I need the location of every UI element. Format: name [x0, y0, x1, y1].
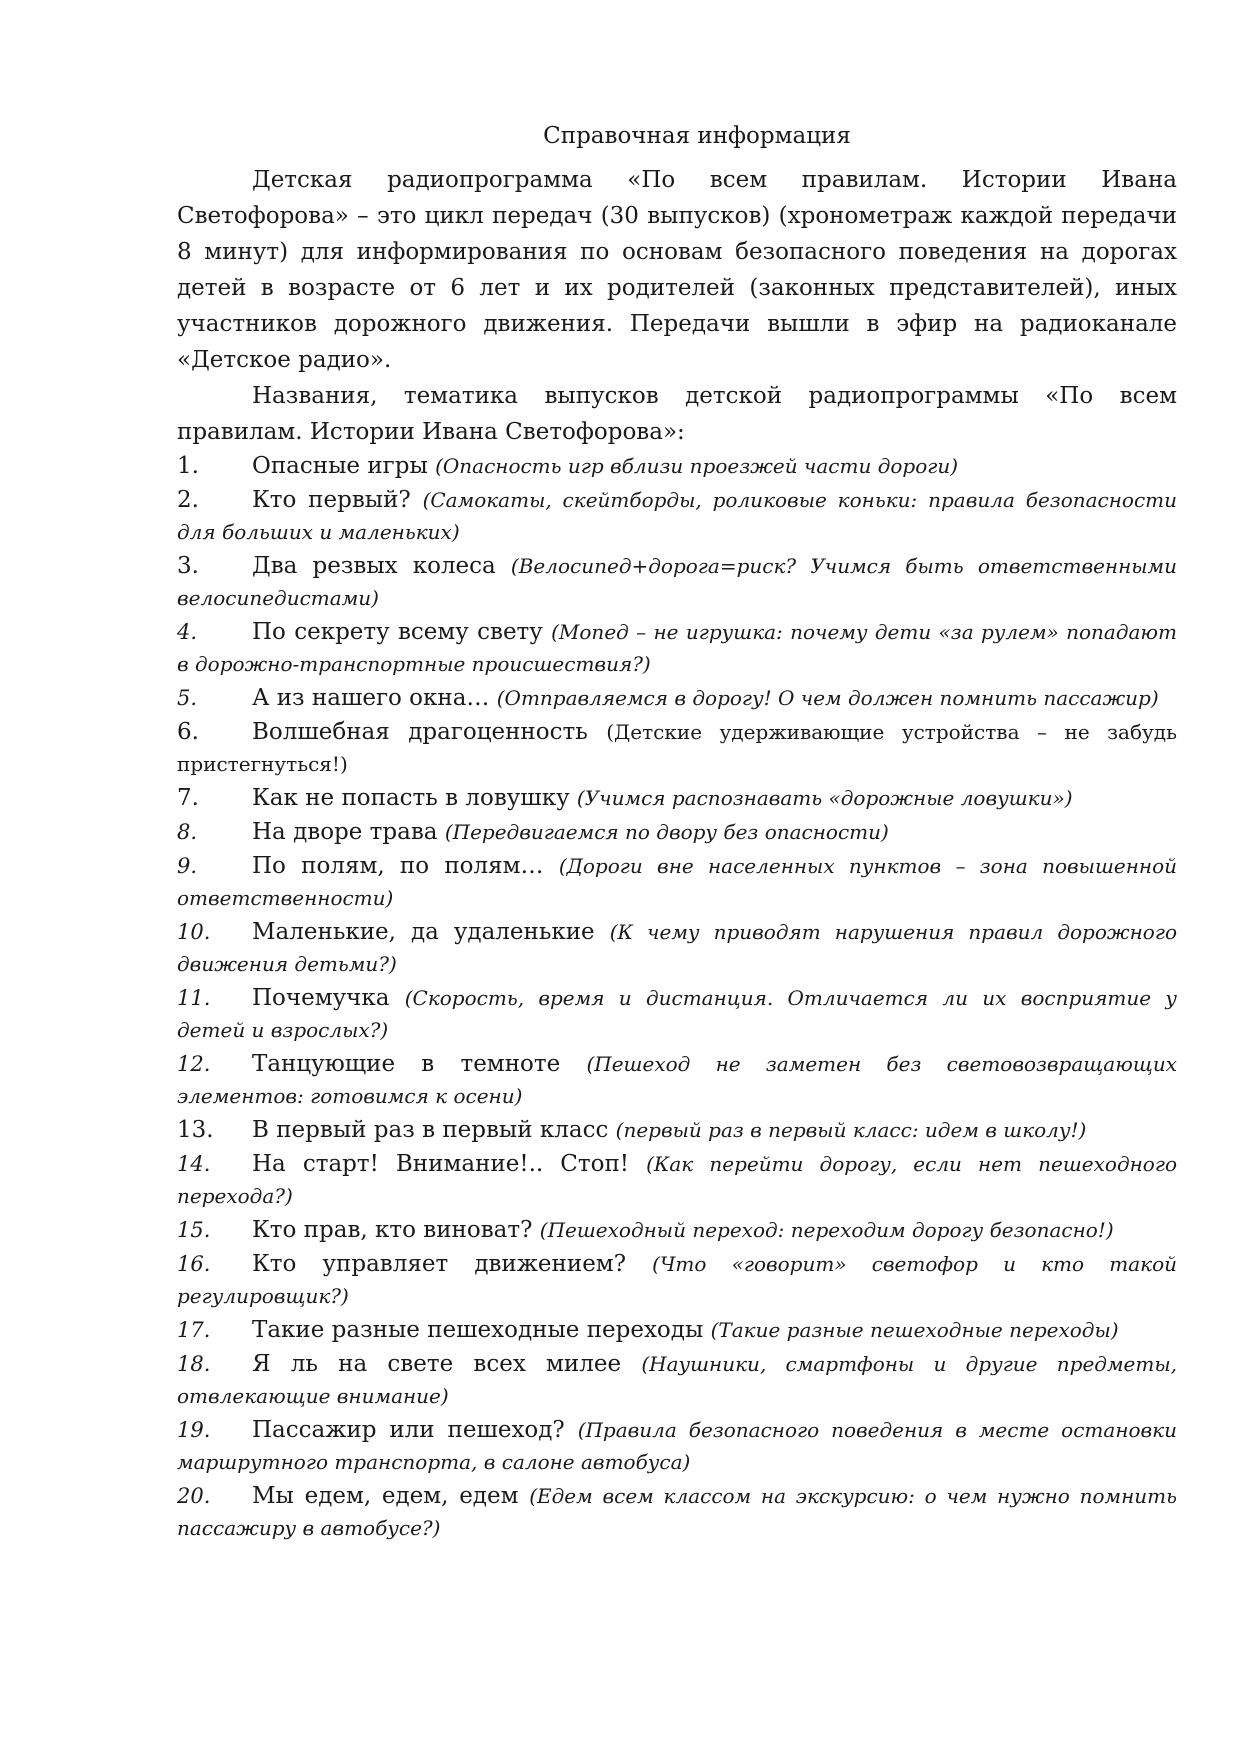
list-intro: Названия, тематика выпусков детской радиопрограммы «По всем правилам. Истории Ивана Светофорова»:: [177, 383, 1177, 445]
item-title: Кто прав, кто виноват?: [252, 1217, 533, 1243]
item-description: (Наушники, смартфоны и другие предметы, отвлекающие внимание): [177, 1352, 1178, 1408]
item-description: (Учимся распознавать «дорожные ловушки»): [576, 786, 1073, 810]
item-description: (Пешеходный переход: переходим дорогу безопасно!): [539, 1218, 1114, 1242]
item-description: (Правила безопасного поведения в месте остановки маршрутного транспорта, в салоне автобуса): [177, 1418, 1177, 1474]
list-item: [177, 716, 1177, 780]
item-title: Почемучка: [252, 985, 390, 1011]
item-title: По полям, по полям…: [252, 853, 544, 879]
list-item: [177, 782, 1177, 814]
item-description: (Самокаты, скейтборды, роликовые коньки: правила безопасности для больших и маленьких): [177, 488, 1178, 544]
item-number: 12.: [177, 1052, 211, 1076]
item-number: 2.: [177, 487, 199, 513]
item-number: 3.: [177, 553, 199, 579]
item-title: Волшебная драгоценность: [252, 719, 588, 745]
list-item: [177, 982, 1177, 1046]
list-item: [177, 916, 1177, 980]
list-item: [177, 1414, 1177, 1478]
item-number: 10.: [177, 920, 211, 944]
item-description: (Передвигаемся по двору без опасности): [444, 820, 889, 844]
item-title: Кто первый?: [252, 487, 411, 513]
list-item: [177, 1480, 1177, 1544]
item-title: Мы едем, едем, едем: [252, 1483, 519, 1509]
item-title: А из нашего окна…: [252, 685, 490, 711]
list-item: [177, 1248, 1177, 1312]
item-title: На старт! Внимание!.. Стоп!: [252, 1151, 630, 1177]
list-item: [177, 850, 1177, 914]
item-title: Танцующие в темноте: [252, 1051, 561, 1077]
list-item: [177, 1114, 1177, 1146]
intro-paragraph: Детская радиопрограмма «По всем правилам. Истории Ивана Светофорова» – это цикл передач (30 выпусков) (хронометраж каждой передачи 8 минут) для информирования по основам безопасного поведения на дорогах детей в возрасте от 6 лет и их родителей (законных представителей), иных участников дорожного движения. Передачи вышли в эфир на радиоканале «Детское радио».: [177, 167, 1177, 373]
item-title: Два резвых колеса: [252, 553, 496, 579]
item-title: Опасные игры: [252, 453, 428, 479]
item-description: (Пешеход не заметен без световозвращающих элементов: готовимся к осени): [177, 1052, 1178, 1108]
list-item: [177, 450, 1177, 482]
item-description: (К чему приводят нарушения правил дорожного движения детьми?): [177, 920, 1177, 976]
list-item: [177, 1048, 1177, 1112]
list-item: [177, 484, 1177, 548]
item-number: 7.: [177, 785, 199, 811]
item-number: 9.: [177, 854, 198, 878]
item-description: (Дороги вне населенных пунктов – зона повышенной ответственности): [177, 854, 1178, 910]
item-number: 8.: [177, 820, 198, 844]
item-number: 1.: [177, 453, 199, 479]
item-description: (Такие разные пешеходные переходы): [710, 1318, 1119, 1342]
item-description: (Что «говорит» светофор и кто такой регулировщик?): [177, 1252, 1177, 1308]
item-number: 4.: [177, 620, 198, 644]
item-number: 16.: [177, 1252, 211, 1276]
item-number: 5.: [177, 686, 198, 710]
item-title: Маленькие, да удаленькие: [252, 919, 595, 945]
item-description: (Велосипед+дорога=риск? Учимся быть ответственными велосипедистами): [177, 554, 1178, 610]
item-description: (Опасность игр вблизи проезжей части дороги): [435, 454, 959, 478]
item-title: Такие разные пешеходные переходы: [252, 1317, 704, 1343]
episode-list: [177, 450, 1177, 1544]
item-number: 18.: [177, 1352, 211, 1376]
item-number: 17.: [177, 1318, 211, 1342]
list-item: [177, 1348, 1177, 1412]
item-number: 20.: [177, 1484, 211, 1508]
page-title: Справочная информация: [543, 123, 851, 149]
item-number: 14.: [177, 1152, 211, 1176]
list-item: [177, 616, 1177, 680]
item-number: 6.: [177, 719, 199, 745]
item-number: 13.: [177, 1117, 214, 1143]
item-title: На дворе трава: [252, 819, 438, 845]
list-item: [177, 682, 1177, 714]
item-description: (Скорость, время и дистанция. Отличается ли их восприятие у детей и взрослых?): [177, 986, 1178, 1042]
list-item: [177, 550, 1177, 614]
item-description: (Детские удерживающие устройства – не забудь пристегнуться!): [177, 720, 1177, 776]
item-description: (Едем всем классом на экскурсию: о чем нужно помнить пассажиру в автобусе?): [177, 1484, 1178, 1540]
document-page: [177, 118, 1177, 1546]
item-title: Как не попасть в ловушку: [252, 785, 570, 811]
item-description: (Мопед – не игрушка: почему дети «за рулем» попадают в дорожно-транспортные происшествия?): [177, 620, 1178, 676]
item-title: По секрету всему свету: [252, 619, 543, 645]
item-description: (Как перейти дорогу, если нет пешеходного перехода?): [177, 1152, 1177, 1208]
item-title: Кто управляет движением?: [252, 1251, 627, 1277]
item-number: 11.: [177, 986, 211, 1010]
list-item: [177, 1314, 1177, 1346]
list-item: [177, 1214, 1177, 1246]
item-title: Пассажир или пешеход?: [252, 1417, 565, 1443]
list-item: [177, 1148, 1177, 1212]
item-title: Я ль на свете всех милее: [252, 1351, 622, 1377]
item-title: В первый раз в первый класс: [252, 1117, 609, 1143]
list-item: [177, 816, 1177, 848]
item-description: (первый раз в первый класс: идем в школу!): [615, 1118, 1087, 1142]
item-number: 19.: [177, 1418, 211, 1442]
item-number: 15.: [177, 1218, 211, 1242]
item-description: (Отправляемся в дорогу! О чем должен помнить пассажир): [496, 686, 1159, 710]
